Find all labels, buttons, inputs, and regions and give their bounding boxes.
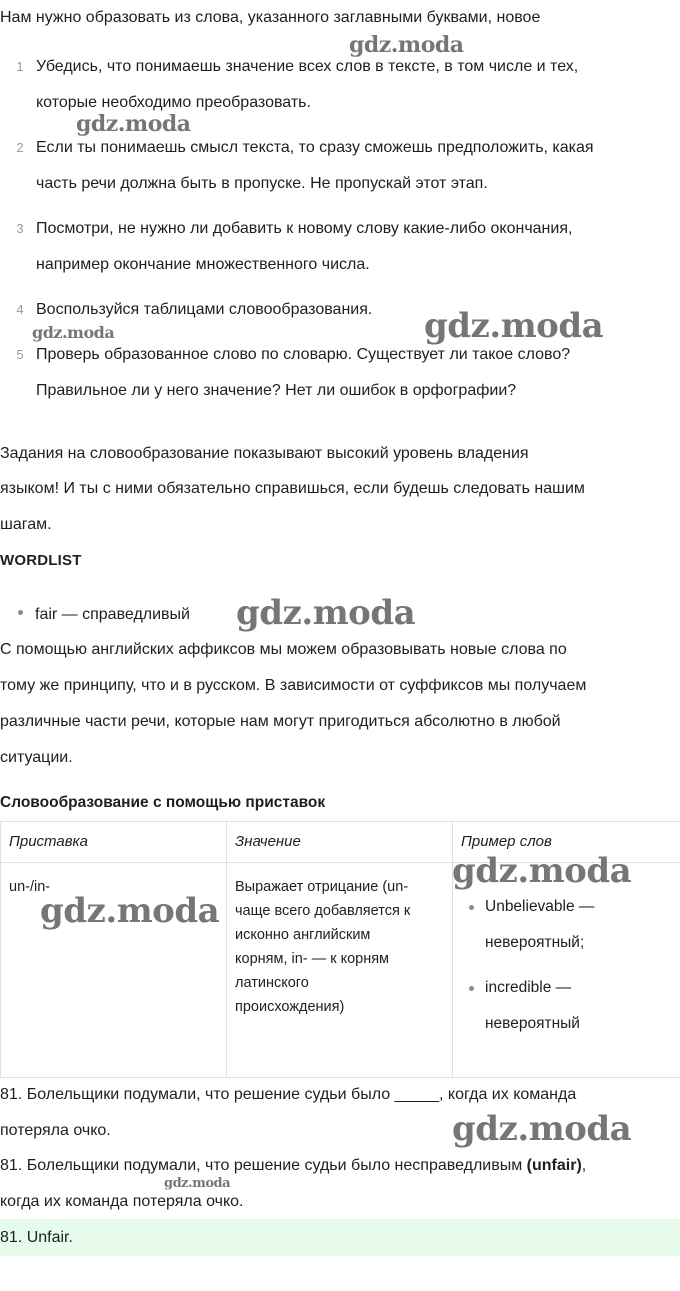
step-line: например окончание множественного числа. [36, 256, 370, 273]
meaning-line: происхождения) [235, 999, 345, 1015]
filled-text: 81. Болельщики подумали, что решение судьи было несправедливым [0, 1157, 527, 1174]
example-line: невероятный [485, 1015, 580, 1032]
step-number: 4 [16, 302, 24, 317]
watermark: gdz.moda [76, 111, 191, 137]
step-number: 3 [16, 221, 24, 236]
meaning-line: Выражает отрицание (un- [235, 879, 409, 895]
meaning-text [235, 863, 444, 1019]
example-line: Unbelievable — [485, 898, 595, 915]
example-line: невероятный; [485, 934, 585, 951]
intro-text: Нам нужно образовать из слова, указанного заглавными буквами, новое [0, 9, 541, 26]
wordlist-heading: WORDLIST [0, 552, 82, 569]
filled-text-end: , [581, 1157, 587, 1174]
affixes-line: различные части речи, которые нам могут пригодиться абсолютно в любой [0, 713, 561, 730]
steps-list [0, 49, 680, 409]
watermark: gdz.moda [349, 32, 464, 58]
meaning-line: корням, in- — к корням [235, 951, 390, 967]
summary-line: Задания на словообразование показывают высокий уровень владения [0, 445, 529, 462]
watermark: gdz.moda [164, 1176, 231, 1191]
bullet-icon [469, 986, 474, 991]
answer-box: 81. Unfair. [0, 1219, 680, 1256]
task-question-line: потеряла очко. [0, 1122, 111, 1139]
prefix-text: un-/in- [9, 879, 51, 895]
affixes-line: тому же принципу, что и в русском. В зависимости от суффиксов мы получаем [0, 677, 587, 694]
summary-line: языком! И ты с ними обязательно справишься, если будешь следовать нашим [0, 480, 585, 497]
step-number: 1 [16, 59, 24, 74]
step-line: часть речи должна быть в пропуске. Не пропускай этот этап. [36, 175, 488, 192]
step-line: которые необходимо преобразовать. [36, 94, 311, 111]
examples-cell [453, 863, 680, 1078]
meaning-cell [227, 863, 453, 1078]
filled-bold-word: (unfair) [526, 1157, 582, 1174]
example-line: incredible — [485, 979, 572, 996]
bullet-icon [18, 610, 23, 615]
step-line: Воспользуйся таблицами словообразования. [36, 301, 373, 318]
example-item [461, 970, 672, 1042]
task-question-line: 81. Болельщики подумали, что решение судьи было _____, когда их команда [0, 1086, 577, 1103]
watermark: gdz.moda [236, 593, 416, 633]
task-filled-line: когда их команда потеряла очко. [0, 1193, 244, 1210]
task-filled-line [0, 1148, 680, 1184]
step-line: Правильное ли у него значение? Нет ли ошибок в орфографии? [36, 382, 517, 399]
step-item [0, 130, 680, 211]
watermark: gdz.moda [424, 306, 604, 346]
step-line: Если ты понимаешь смысл текста, то сразу сможешь предположить, какая [36, 139, 594, 156]
wordlist-item [18, 597, 190, 633]
affixes-line: С помощью английских аффиксов мы можем образовывать новые слова по [0, 641, 567, 658]
table-title: Словообразование с помощью приставок [0, 794, 326, 811]
meaning-line: латинского [235, 975, 309, 991]
wordlist-item-text: fair — справедливый [35, 606, 190, 623]
bullet-icon [469, 905, 474, 910]
meaning-line: исконно английским [235, 927, 371, 943]
watermark: gdz.moda [40, 891, 220, 931]
step-line: Убедись, что понимаешь значение всех слов в тексте, в том числе и тех, [36, 58, 579, 75]
step-number: 2 [16, 140, 24, 155]
step-line: Посмотри, не нужно ли добавить к новому слову какие-либо окончания, [36, 220, 573, 237]
watermark: gdz.moda [452, 1109, 632, 1149]
affixes-line: ситуации. [0, 749, 73, 766]
step-line: Проверь образованное слово по словарю. Существует ли такое слово? [36, 346, 571, 363]
step-number: 5 [16, 347, 24, 362]
watermark: gdz.moda [452, 851, 632, 891]
meaning-line: чаще всего добавляется к [235, 903, 411, 919]
step-item [0, 337, 680, 409]
column-header: Приставка [1, 822, 227, 863]
step-item [0, 211, 680, 292]
summary-line: шагам. [0, 516, 52, 533]
example-item [461, 889, 672, 961]
column-header: Пример слов [453, 822, 680, 863]
watermark: gdz.moda [32, 323, 115, 342]
column-header: Значение [227, 822, 453, 863]
